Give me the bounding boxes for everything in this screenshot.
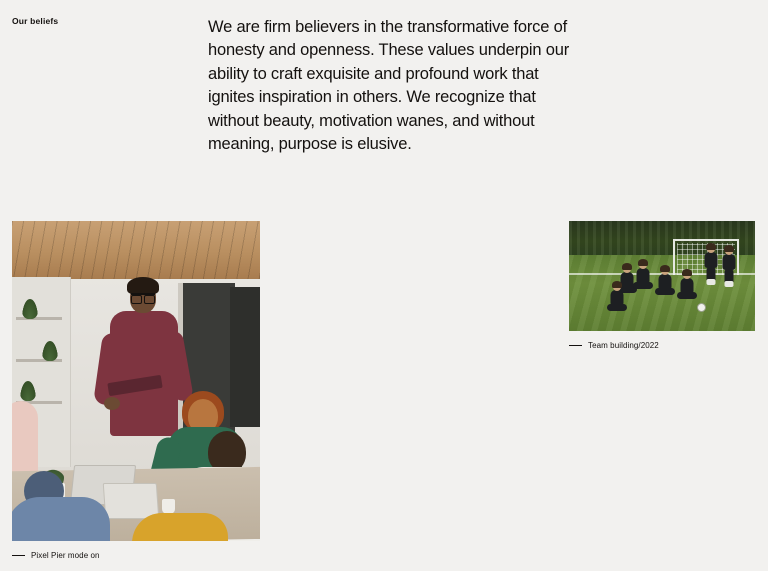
- caption-text: Pixel Pier mode on: [31, 551, 100, 560]
- caption-rule-icon: [12, 555, 25, 556]
- caption-team-building: [569, 341, 659, 350]
- office-scene-illustration: [12, 221, 260, 541]
- statement-paragraph: We are firm believers in the transformative force of honesty and openness. These values underpin our ability to craft exquisite and profound work that ignites inspiration in others. We recognize that without beauty, motivation wanes, and without meaning, purpose is elusive.: [208, 18, 569, 154]
- caption-office-meeting: [12, 551, 100, 560]
- field-scene-illustration: [569, 221, 755, 331]
- caption-rule-icon: [569, 345, 582, 346]
- image-team-building: [569, 221, 755, 331]
- section-label: Our beliefs: [12, 16, 59, 26]
- caption-text: Team building/2022: [588, 341, 659, 350]
- image-office-meeting: [12, 221, 260, 541]
